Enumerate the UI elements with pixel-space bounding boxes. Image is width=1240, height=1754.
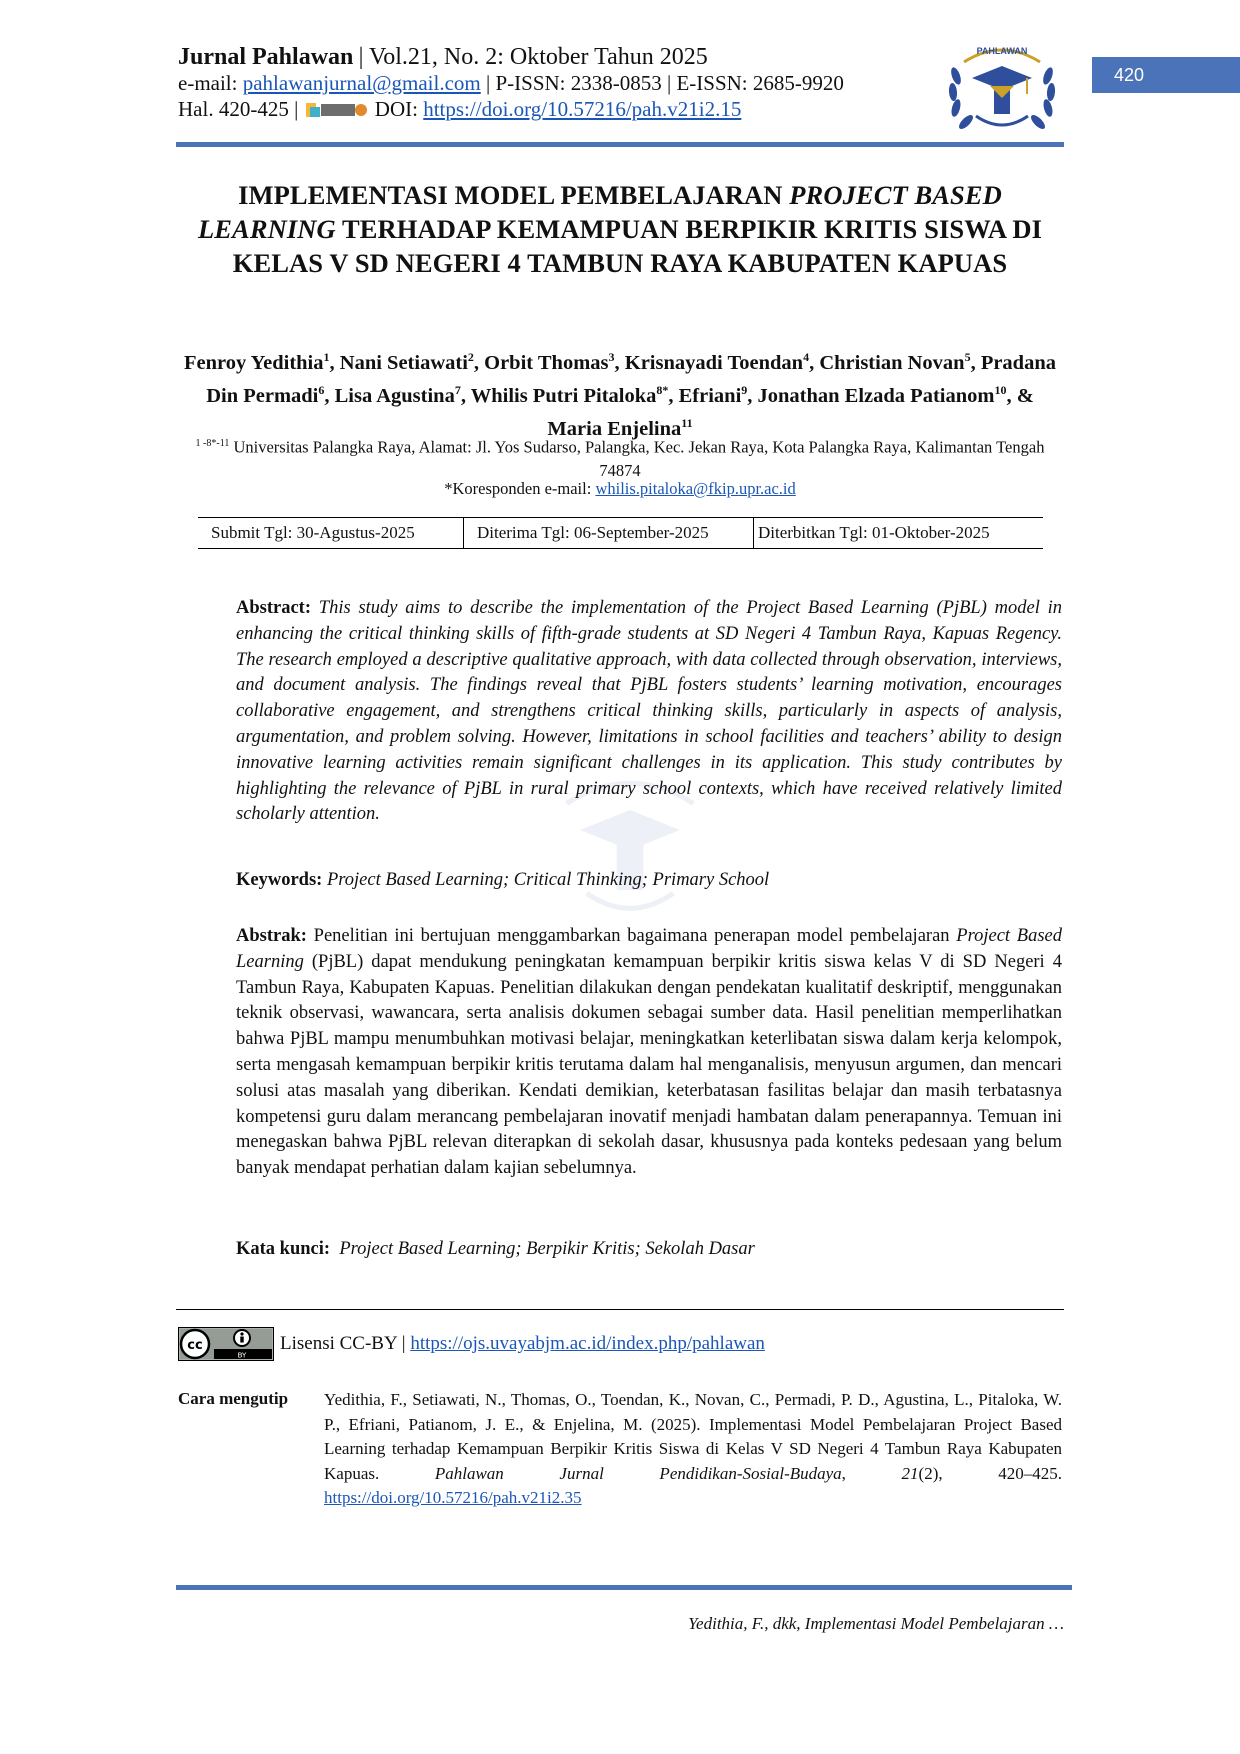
received-date: Diterima Tgl: 06-September-2025	[477, 523, 709, 542]
journal-doi-line: Hal. 420-425 | DOI: https://doi.org/10.57216/pah.v21i2.15	[178, 97, 742, 121]
author-affiliation-number: 7	[454, 382, 461, 397]
journal-contact-line: e-mail: pahlawanjurnal@gmail.com | P-ISSN: 2338-0853 | E-ISSN: 2685-9920	[178, 71, 844, 95]
abstract-english	[236, 596, 1062, 828]
author-name: Pradana Din Permadi	[206, 351, 1056, 407]
kata-kunci-label: Kata kunci:	[236, 1239, 331, 1259]
article-title: IMPLEMENTASI MODEL PEMBELAJARAN PROJECT BASED LEARNING TERHADAP KEMAMPUAN BERPIKIR KRITIS SISWA DI KELAS V SD NEGERI 4 TAMBUN RAYA KABUPATEN KAPUAS	[197, 180, 1043, 278]
author-name: Krisnayadi Toendan	[624, 351, 804, 374]
citation-text: Yedithia, F., Setiawati, N., Thomas, O., Toendan, K., Novan, C., Permadi, P. D., Agustina, L., Pitaloka, W. P., Efriani, Patianom, J. E., & Enjelina, M. (2025). Implementasi Model Pembelajaran Project Based Learning terhadap Kemampuan Berpikir Kritis Siswa di Kelas V SD Negeri 4 Tambun Raya Kabupaten Kapuas. Pahlawan Jurnal Pendidikan-Sosial-Budaya, 21(2), 420–425. https://doi.org/10.57216/pah.v21i2.35	[324, 1390, 1062, 1507]
article-doi-link[interactable]: https://doi.org/10.57216/pah.v21i2.15	[423, 97, 742, 121]
author-affiliation-number: 6	[318, 382, 325, 397]
running-footer: Yedithia, F., dkk, Implementasi Model Pembelajaran …	[688, 1614, 1064, 1633]
license-text: Lisensi CC-BY |	[280, 1333, 406, 1354]
pahlawan-journal-logo	[942, 36, 1062, 138]
keywords-indonesian	[236, 1237, 1062, 1263]
author-name: Efriani	[678, 384, 742, 407]
citation-doi-link[interactable]: https://doi.org/10.57216/pah.v21i2.35	[324, 1488, 582, 1507]
header-rule	[176, 142, 1064, 147]
author-name: Lisa Agustina	[334, 384, 455, 407]
author-affiliation-number: 4	[803, 350, 810, 364]
footer-rule	[176, 1309, 1064, 1310]
journal-volume: Vol.21, No. 2: Oktober Tahun 2025	[369, 44, 708, 70]
abstract-indonesian: Abstrak: Penelitian ini bertujuan menggambarkan bagaimana penerapan model pembelajaran Project Based Learning (PjBL) dapat mendukung peningkatan kemampuan berpikir kritis siswa kelas V di SD Negeri 4 Tambun Raya, Kabupaten Kapuas. Penelitian dilakukan dengan pendekatan kualitatif deskriptif, menggunakan teknik observasi, wawancara, serta analisis dokumen sebagai sumber data. Hasil penelitian memperlihatkan bahwa PjBL mampu menumbuhkan motivasi belajar, meningkatkan keterlibatan siswa dalam kerja kelompok, serta mengasah kemampuan berpikir kritis terutama dalam hal menganalisis, menyusun argumen, dan mencari solusi atas masalah yang diberikan. Kendati demikian, keterbatasan fasilitas belajar dan masih terbatasnya kompetensi guru dalam merancang pembelajaran inovatif menjadi hambatan dalam penerapannya. Temuan ini menegaskan bahwa PjBL relevan diterapkan di sekolah dasar, khususnya pada konteks pedesaan yang belum banyak mendapat perhatian dalam kajian sebelumnya.	[236, 926, 1063, 1179]
author-name: Maria Enjelina	[547, 417, 682, 440]
author-name: Fenroy Yedithia	[183, 351, 324, 374]
svg-text:cc: cc	[187, 1338, 203, 1353]
author-name: Jonathan Elzada Patianom	[757, 384, 995, 407]
keywords-label: Keywords:	[236, 870, 323, 890]
crossref-logo-icon	[306, 100, 368, 120]
page-number-badge: 420	[1092, 57, 1240, 93]
author-name: Whilis Putri Pitaloka	[470, 384, 657, 407]
author-affiliation-number: 1	[323, 350, 330, 364]
date-divider	[753, 518, 754, 548]
submit-date: Submit Tgl: 30-Agustus-2025	[211, 523, 415, 542]
author-affiliation-number: 5	[964, 350, 971, 364]
page-range: Hal. 420-425	[178, 97, 289, 121]
cc-by-license-icon	[178, 1327, 274, 1361]
keywords-text: Project Based Learning; Critical Thinking; Primary School	[326, 870, 770, 890]
author-affiliation	[178, 432, 1062, 482]
article-dates	[198, 517, 1043, 549]
date-divider	[463, 518, 464, 548]
abstract-text: This study aims to describe the implementation of the Project Based Learning (PjBL) model in enhancing the critical thinking skills of fifth-grade students at SD Negeri 4 Tambun Raya, Kapuas Regency. The research employed a descriptive qualitative approach, with data collected through observation, interviews, and document analysis. The findings reveal that PjBL fosters students’ learning motivation, encourages collaborative engagement, and strengthens critical thinking skills, particularly in aspects of analysis, argumentation, and problem solving. However, limitations in school facilities and teachers’ ability to design innovative learning activities remain significant challenges in its application. This study contributes by highlighting the relevance of PjBL in rural primary school contexts, which have received relatively limited scholarly attention.	[236, 598, 1062, 825]
author-name: Nani Setiawati	[339, 351, 468, 374]
pissn: P-ISSN: 2338-0853	[495, 71, 662, 95]
corresponding-author	[178, 478, 1062, 500]
license-line	[280, 1332, 765, 1356]
eissn: E-ISSN: 2685-9920	[676, 71, 844, 95]
doi-label: DOI:	[374, 97, 418, 121]
bottom-rule	[176, 1585, 1072, 1590]
author-affiliation-number: 3	[608, 350, 615, 364]
email-label: e-mail:	[178, 71, 238, 95]
svg-text:BY: BY	[237, 1351, 247, 1360]
journal-name: Jurnal Pahlawan	[178, 44, 354, 70]
kata-kunci-text: Project Based Learning; Berpikir Kritis; Sekolah Dasar	[339, 1239, 755, 1259]
abstract-label: Abstract:	[236, 598, 312, 618]
author-name: Christian Novan	[819, 351, 965, 374]
author-list: Fenroy Yedithia$^1$, Nani Setiawati$^2$, Orbit Thomas$^3$, Krisnayadi Toendan$^4$, Christian Novan$^5$, Pradana Din Permadi$^6$, Lisa Agustina$^7$, Whilis Putri Pitaloka$^{8*}$, Efriani$^9$, Jonathan Elzada Patianom$^{10}$, & Maria Enjelina$^{11}$	[183, 350, 1056, 440]
journal-url-link[interactable]: https://ojs.uvayabjm.ac.id/index.php/pahlawan	[410, 1333, 765, 1354]
author-affiliation-number: 2	[467, 350, 474, 364]
keywords-english	[236, 868, 1062, 894]
correspondence-email-link[interactable]: whilis.pitaloka@fkip.upr.ac.id	[595, 479, 796, 498]
journal-title-line: Jurnal Pahlawan | Vol.21, No. 2: Oktober Tahun 2025	[178, 44, 708, 70]
author-affiliation-number: 8*	[656, 382, 669, 397]
svg-text:PAHLAWAN: PAHLAWAN	[976, 46, 1028, 56]
journal-email-link[interactable]: pahlawanjurnal@gmail.com	[242, 71, 481, 95]
author-name: Orbit Thomas	[484, 351, 609, 374]
published-date: Diterbitkan Tgl: 01-Oktober-2025	[758, 523, 990, 542]
author-affiliation-number: 11	[681, 415, 693, 430]
affiliation-text: Universitas Palangka Raya, Alamat: Jl. Yos Sudarso, Palangka, Kec. Jekan Raya, Kota Palangka Raya, Kalimantan Tengah 74874	[233, 437, 1045, 480]
citation-label: Cara mengutip	[178, 1389, 289, 1408]
journal-header	[178, 44, 938, 122]
author-affiliation-number: 10	[994, 382, 1007, 397]
correspondence-label: *Koresponden e-mail:	[444, 479, 592, 498]
abstrak-label: Abstrak:	[236, 926, 307, 946]
affiliation-superscript: 1 -8*-11	[195, 438, 230, 449]
author-affiliation-number: 9	[741, 382, 748, 397]
